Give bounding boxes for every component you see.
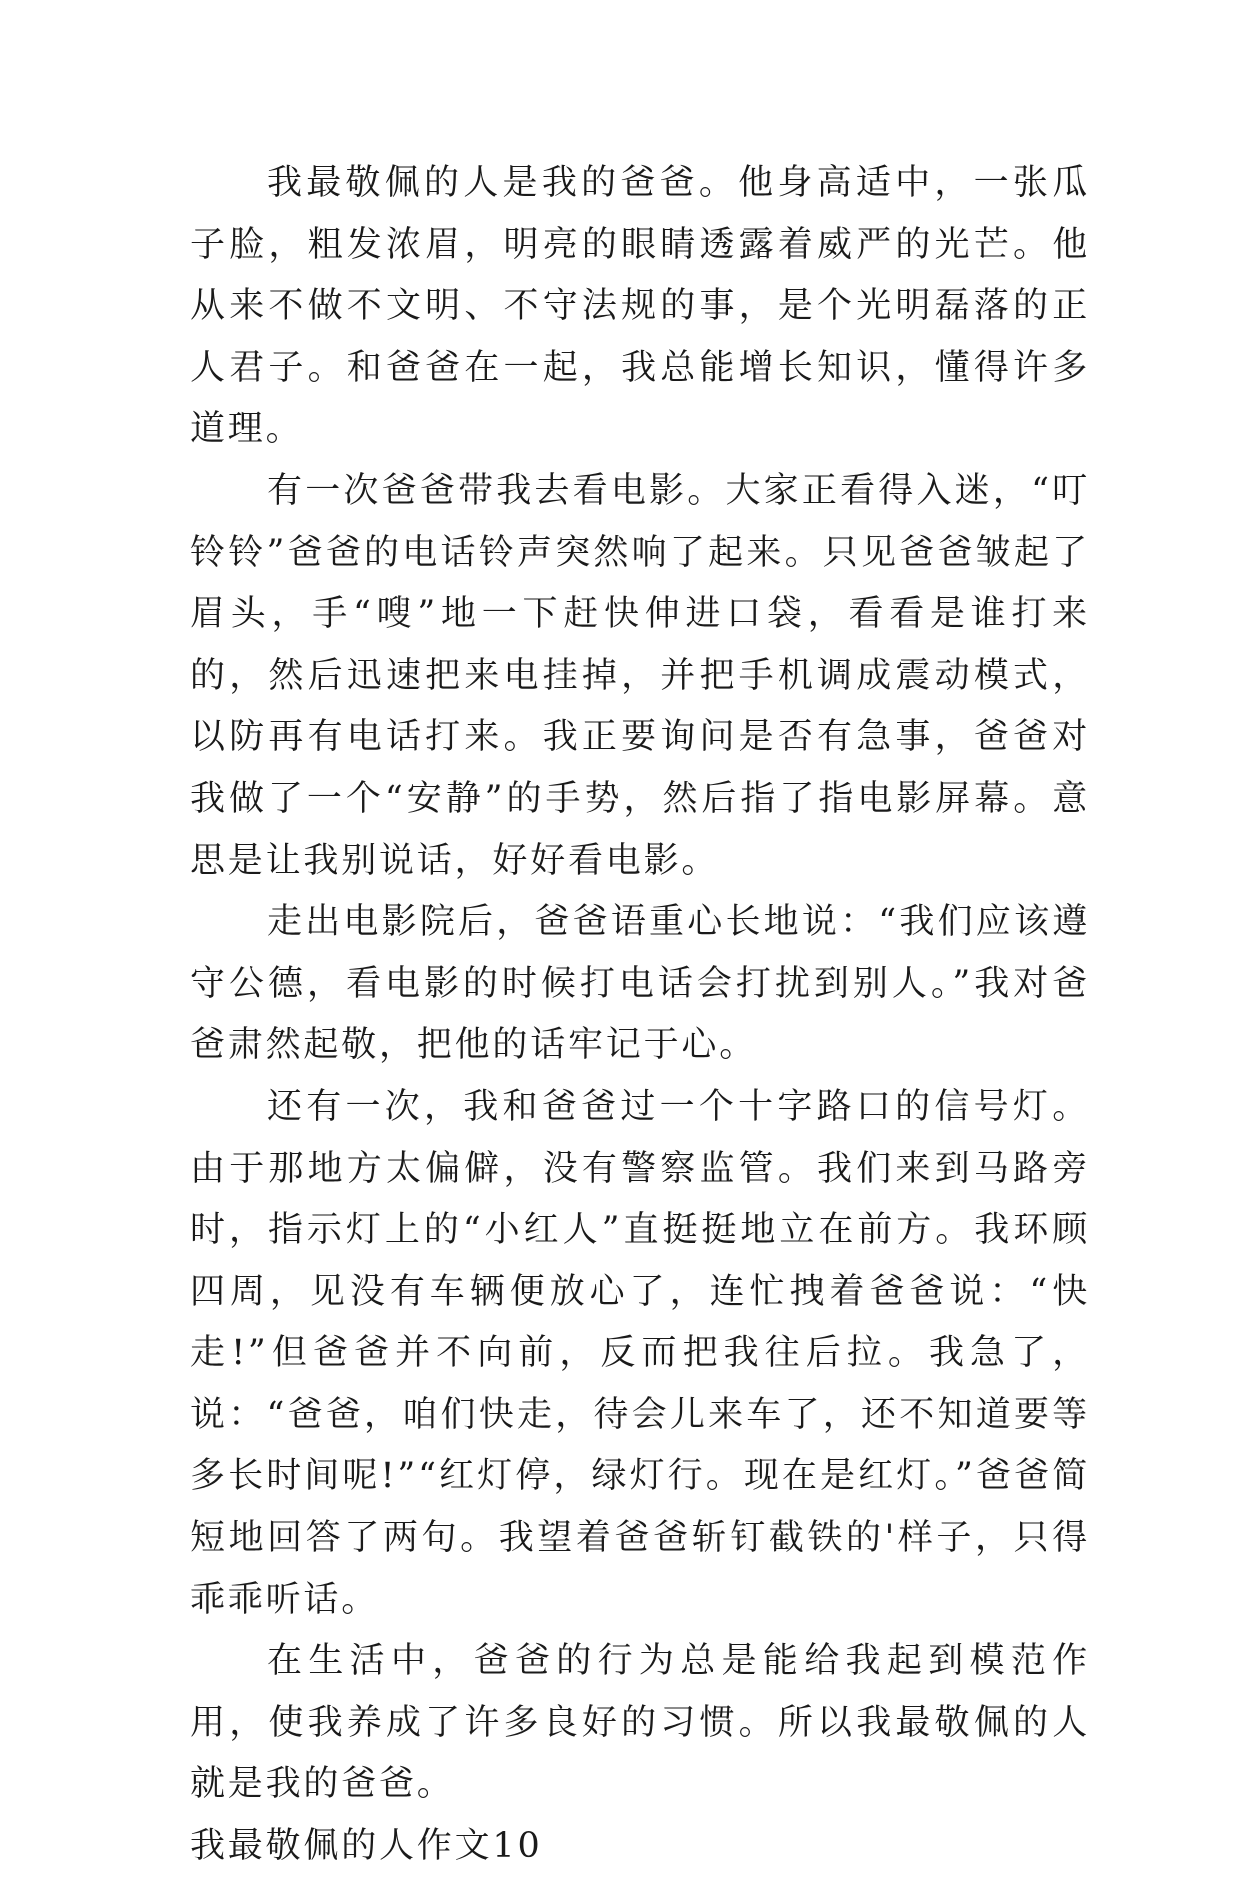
paragraph-3: 走出电影院后，爸爸语重心长地说：“我们应该遵守公德，看电影的时候打电话会打扰到别人。”我对爸爸肃然起敬，把他的话牢记于心。	[190, 902, 1090, 1066]
paragraph-1: 我最敬佩的人是我的爸爸。他身高适中，一张瓜子脸，粗发浓眉，明亮的眼睛透露着威严的光芒。他从来不做不文明、不守法规的事，是个光明磊落的正人君子。和爸爸在一起，我总能增长知识，懂得许多道理。	[190, 163, 1090, 450]
document-body	[190, 153, 1090, 1878]
next-essay-title: 我最敬佩的人作文10	[190, 1826, 543, 1867]
paragraph-2: 有一次爸爸带我去看电影。大家正看得入迷，“叮铃铃”爸爸的电话铃声突然响了起来。只见爸爸皱起了眉头，手“嗖”地一下赶快伸进口袋，看看是谁打来的，然后迅速把来电挂掉，并把手机调成震动模式，以防再有电话打来。我正要询问是否有急事，爸爸对我做了一个“安静”的手势，然后指了指电影屏幕。意思是让我别说话，好好看电影。	[190, 470, 1090, 881]
paragraph-5: 在生活中，爸爸的行为总是能给我起到模范作用，使我养成了许多良好的习惯。所以我最敬佩的人就是我的爸爸。	[190, 1641, 1090, 1805]
paragraph-4: 还有一次，我和爸爸过一个十字路口的信号灯。由于那地方太偏僻，没有警察监管。我们来到马路旁时，指示灯上的“小红人”直挺挺地立在前方。我环顾四周，见没有车辆便放心了，连忙拽着爸爸说：“快走!”但爸爸并不向前，反而把我往后拉。我急了，说：“爸爸，咱们快走，待会儿来车了，还不知道要等多长时间呢!”“红灯停，绿灯行。现在是红灯。”爸爸简短地回答了两句。我望着爸爸斩钉截铁的'样子，只得乖乖听话。	[190, 1086, 1090, 1620]
